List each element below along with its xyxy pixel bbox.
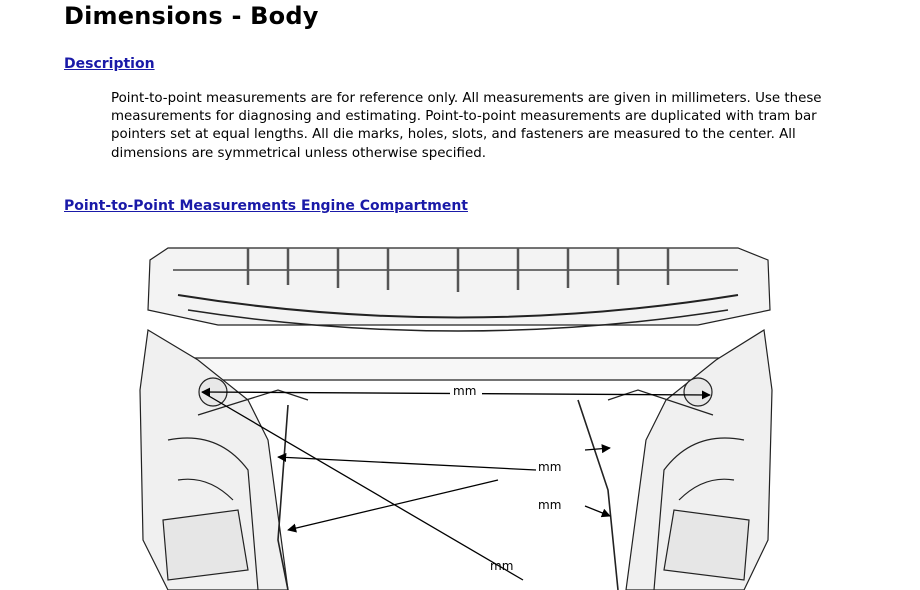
description-paragraph: Point-to-point measurements are for reference only. All measurements are given in millimeters. Use these measurements for diagnosing and estimating. Point-to-point measurements are duplicated with tram bar pointers set at equal lengths. All die marks, holes, slots, and fasteners are measured to the center. All dimensions are symmetrical unless otherwise specified. (111, 91, 822, 161)
vehicle-structure-drawing (140, 248, 772, 590)
engine-compartment-diagram (138, 240, 774, 590)
label-mm-right-lower: mm (538, 498, 562, 512)
label-mm-right-upper: mm (538, 460, 562, 474)
engine-compartment-link[interactable]: Point-to-Point Measurements Engine Compartment (64, 198, 468, 214)
description-link[interactable]: Description (64, 56, 155, 72)
label-mm-top: mm (453, 384, 477, 398)
page-title: Dimensions - Body (64, 2, 319, 30)
label-mm-bottom: mm (490, 559, 514, 573)
